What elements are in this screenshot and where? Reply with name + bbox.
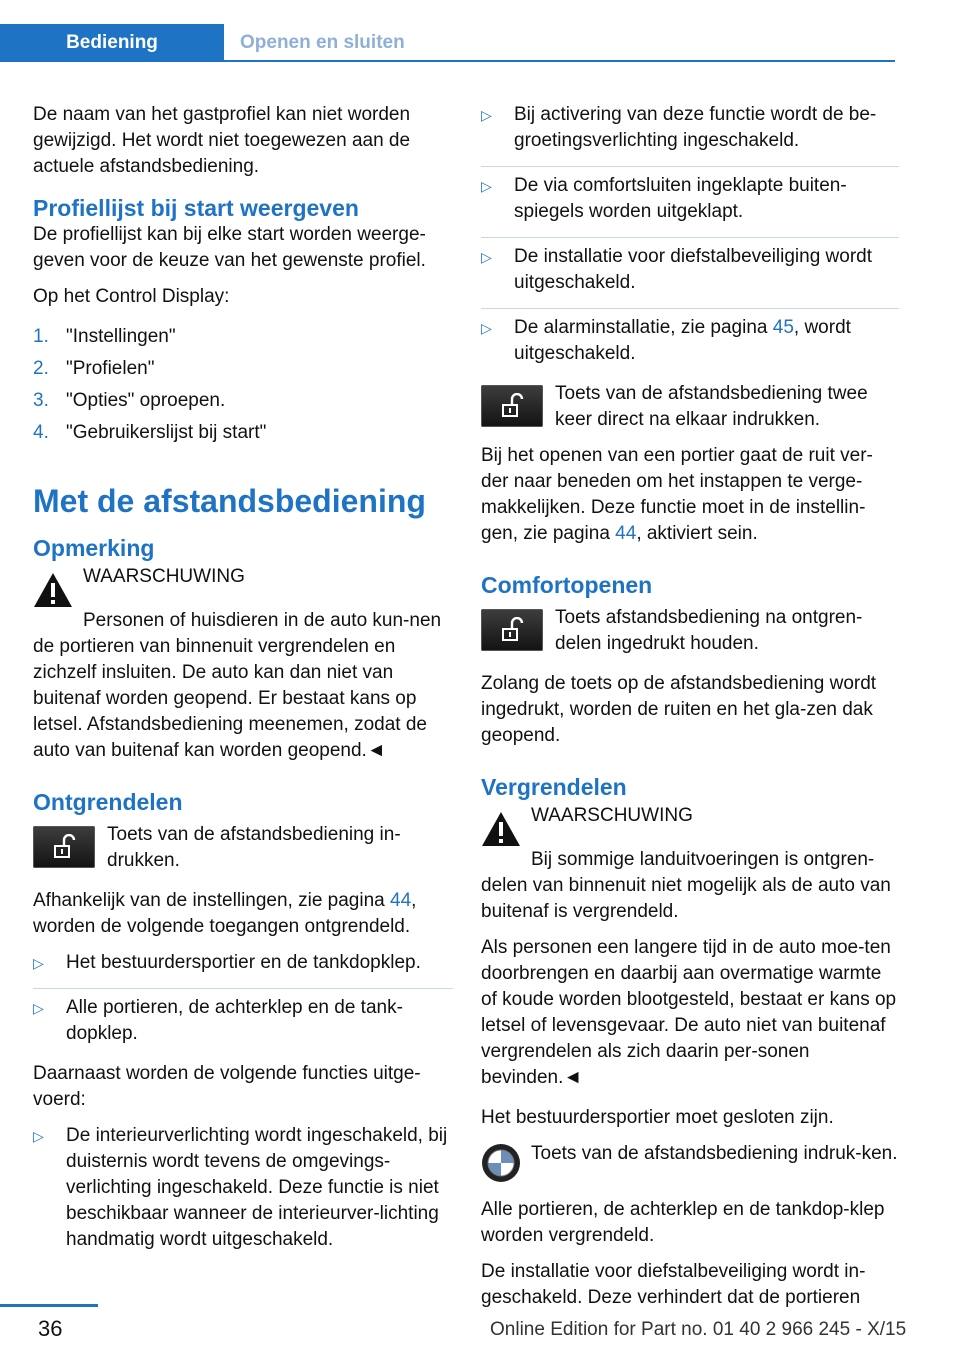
warning-block [481, 803, 899, 847]
list-item [481, 102, 899, 160]
warning-label: WAARSCHUWING [531, 805, 693, 826]
window-text-before: Bij het openen van een portier gaat de ruit ver‐der naar beneden om het instappen te verge‐makkelijken. Deze functie moet in de instellin‐gen, zie pagina [481, 445, 873, 544]
page-link-45[interactable]: 45 [772, 317, 794, 338]
triangle-bullet-icon: ▷ [33, 1128, 44, 1144]
unlock-key-row [33, 822, 453, 874]
window-paragraph [481, 443, 899, 547]
triangle-bullet-icon: ▷ [33, 1000, 44, 1016]
functions-intro: Daarnaast worden de volgende functies uitge‐voerd: [33, 1063, 421, 1110]
list-item-text: De installatie voor diefstalbeveiliging wordt uitgeschakeld. [514, 246, 873, 293]
step-text: "Instellingen" [66, 326, 176, 347]
access-list [33, 950, 453, 1053]
dependency-text-before: Afhankelijk van de instellingen, zie pagina [33, 890, 391, 911]
unlock-key-icon [481, 609, 543, 651]
step-number: 4. [33, 422, 49, 443]
list-item-text: Het bestuurdersportier en de tankdopklep. [66, 952, 421, 973]
warning-text-2: Als personen een langere tijd in de auto moe‐ten doorbrengen en daarbij aan overmatige warmte of koude worden blootgesteld, bestaat er kans op letsel of levensgevaar. De auto niet van buitenaf vergrendelen als zich daarin per‐sonen bevinden.◄ [481, 937, 897, 1088]
step-number: 1. [33, 326, 49, 347]
list-item-text: De interieurverlichting wordt ingeschakeld, bij duisternis wordt tevens de omgevings‐verlichting ingeschakeld. Deze functie is niet beschikbaar wanneer de interieurver‐lichting handmatig wordt uitgeschakeld. [66, 1125, 448, 1250]
step-item [33, 324, 453, 350]
warning-text: Personen of huisdieren in de auto kun‐nen de portieren van binnenuit vergrendelen en zichzelf insluiten. De auto kan dan niet van buitenaf worden geopend. Er bestaat kans op letsel. Afstandsbediening meenemen, zodat de auto van buitenaf kan worden geopend.◄ [33, 610, 442, 761]
list-item [481, 166, 899, 231]
lock-title: Vergrendelen [481, 774, 627, 800]
tab-bediening[interactable]: Bediening [0, 24, 224, 62]
page-number: 36 [38, 1316, 63, 1341]
double-press-text: Toets van de afstandsbediening twee keer direct na elkaar indrukken. [555, 383, 868, 430]
alarm-text-before: De alarminstallatie, zie pagina [514, 317, 773, 338]
list-item [481, 308, 899, 373]
step-text: "Profielen" [66, 358, 155, 379]
step-item [33, 420, 453, 446]
warning-triangle-icon [33, 572, 73, 608]
double-press-key-row [481, 381, 899, 433]
comfort-title: Comfortopenen [481, 572, 653, 598]
lock-key-text: Toets van de afstandsbediening indruk‐ken. [531, 1143, 898, 1164]
dependency-text-after: , worden de volgende toegangen ontgrendeld. [33, 890, 417, 937]
section-title-profiellijst: Profiellijst bij start weergeven [33, 195, 359, 221]
step-number: 3. [33, 390, 49, 411]
footer-rule [0, 1304, 98, 1307]
locked-paragraph: Alle portieren, de achterklep en de tankdop‐klep worden vergrendeld. [481, 1199, 885, 1246]
left-column [33, 102, 453, 1267]
list-item-text: Bij activering van deze functie wordt de be‐groetingsverlichting ingeschakeld. [514, 104, 877, 151]
door-closed-paragraph: Het bestuurdersportier moet gesloten zijn. [481, 1107, 834, 1128]
window-text-after: , aktiviert sein. [636, 523, 758, 544]
page-link-44[interactable]: 44 [390, 890, 412, 911]
main-title: Met de afstandsbediening [33, 483, 426, 519]
header-bar [0, 24, 895, 62]
page-link-44[interactable]: 44 [615, 523, 637, 544]
header-rule [224, 60, 895, 62]
triangle-bullet-icon: ▷ [481, 178, 492, 194]
dependency-paragraph [33, 888, 453, 940]
right-column [481, 102, 899, 1321]
control-display-paragraph: Op het Control Display: [33, 286, 230, 307]
theft-paragraph: De installatie voor diefstalbeveiliging wordt in‐geschakeld. Deze verhindert dat de portieren [481, 1261, 866, 1308]
list-item [33, 1123, 453, 1259]
warning-block [33, 564, 453, 608]
triangle-bullet-icon: ▷ [481, 320, 492, 336]
step-item [33, 388, 453, 414]
comfort-key-row [481, 605, 899, 657]
intro-paragraph: De naam van het gastprofiel kan niet worden gewijzigd. Het wordt niet toegewezen aan de actuele afstandsbediening. [33, 104, 411, 177]
warning-triangle-icon [481, 811, 521, 847]
steps-list [33, 324, 453, 446]
alarm-text-after: , wordt uitgeschakeld. [514, 317, 851, 364]
comfort-paragraph: Zolang de toets op de afstandsbediening wordt ingedrukt, worden de ruiten en het gla‐zen dak geopend. [481, 673, 877, 746]
unlock-key-icon [33, 826, 95, 868]
list-item [481, 237, 899, 302]
unlock-key-text: Toets van de afstandsbediening in‐drukken. [107, 824, 401, 871]
profiellijst-paragraph: De profiellijst kan bij elke start worden weerge‐geven voor de keuze van het gewenste profiel. [33, 224, 426, 271]
function-list-right [481, 102, 899, 373]
step-text: "Opties" oproepen. [66, 390, 226, 411]
list-item-text: Alle portieren, de achterklep en de tank‐dopklep. [66, 997, 403, 1044]
triangle-bullet-icon: ▷ [33, 955, 44, 971]
warning-label: WAARSCHUWING [83, 566, 245, 587]
list-item [33, 950, 453, 982]
note-title: Opmerking [33, 535, 155, 561]
step-item [33, 356, 453, 382]
tab-openen-en-sluiten[interactable]: Openen en sluiten [240, 32, 405, 53]
unlock-title: Ontgrendelen [33, 789, 183, 815]
step-number: 2. [33, 358, 49, 379]
edition-text: Online Edition for Part no. 01 40 2 966 245 - X/15 [490, 1319, 907, 1340]
bmw-logo-icon [481, 1143, 521, 1183]
triangle-bullet-icon: ▷ [481, 249, 492, 265]
list-item [33, 988, 453, 1053]
list-item-text: De via comfortsluiten ingeklapte buiten‐spiegels worden uitgeklapt. [514, 175, 847, 222]
comfort-key-text: Toets afstandsbediening na ontgren‐delen ingedrukt houden. [555, 607, 863, 654]
triangle-bullet-icon: ▷ [481, 107, 492, 123]
unlock-key-icon [481, 385, 543, 427]
step-text: "Gebruikerslijst bij start" [66, 422, 267, 443]
warning-text: Bij sommige landuitvoeringen is ontgren‐delen van binnenuit niet mogelijk als de auto van buitenaf is vergrendeld. [481, 849, 891, 922]
function-list-left [33, 1123, 453, 1259]
lock-key-row [481, 1141, 899, 1183]
